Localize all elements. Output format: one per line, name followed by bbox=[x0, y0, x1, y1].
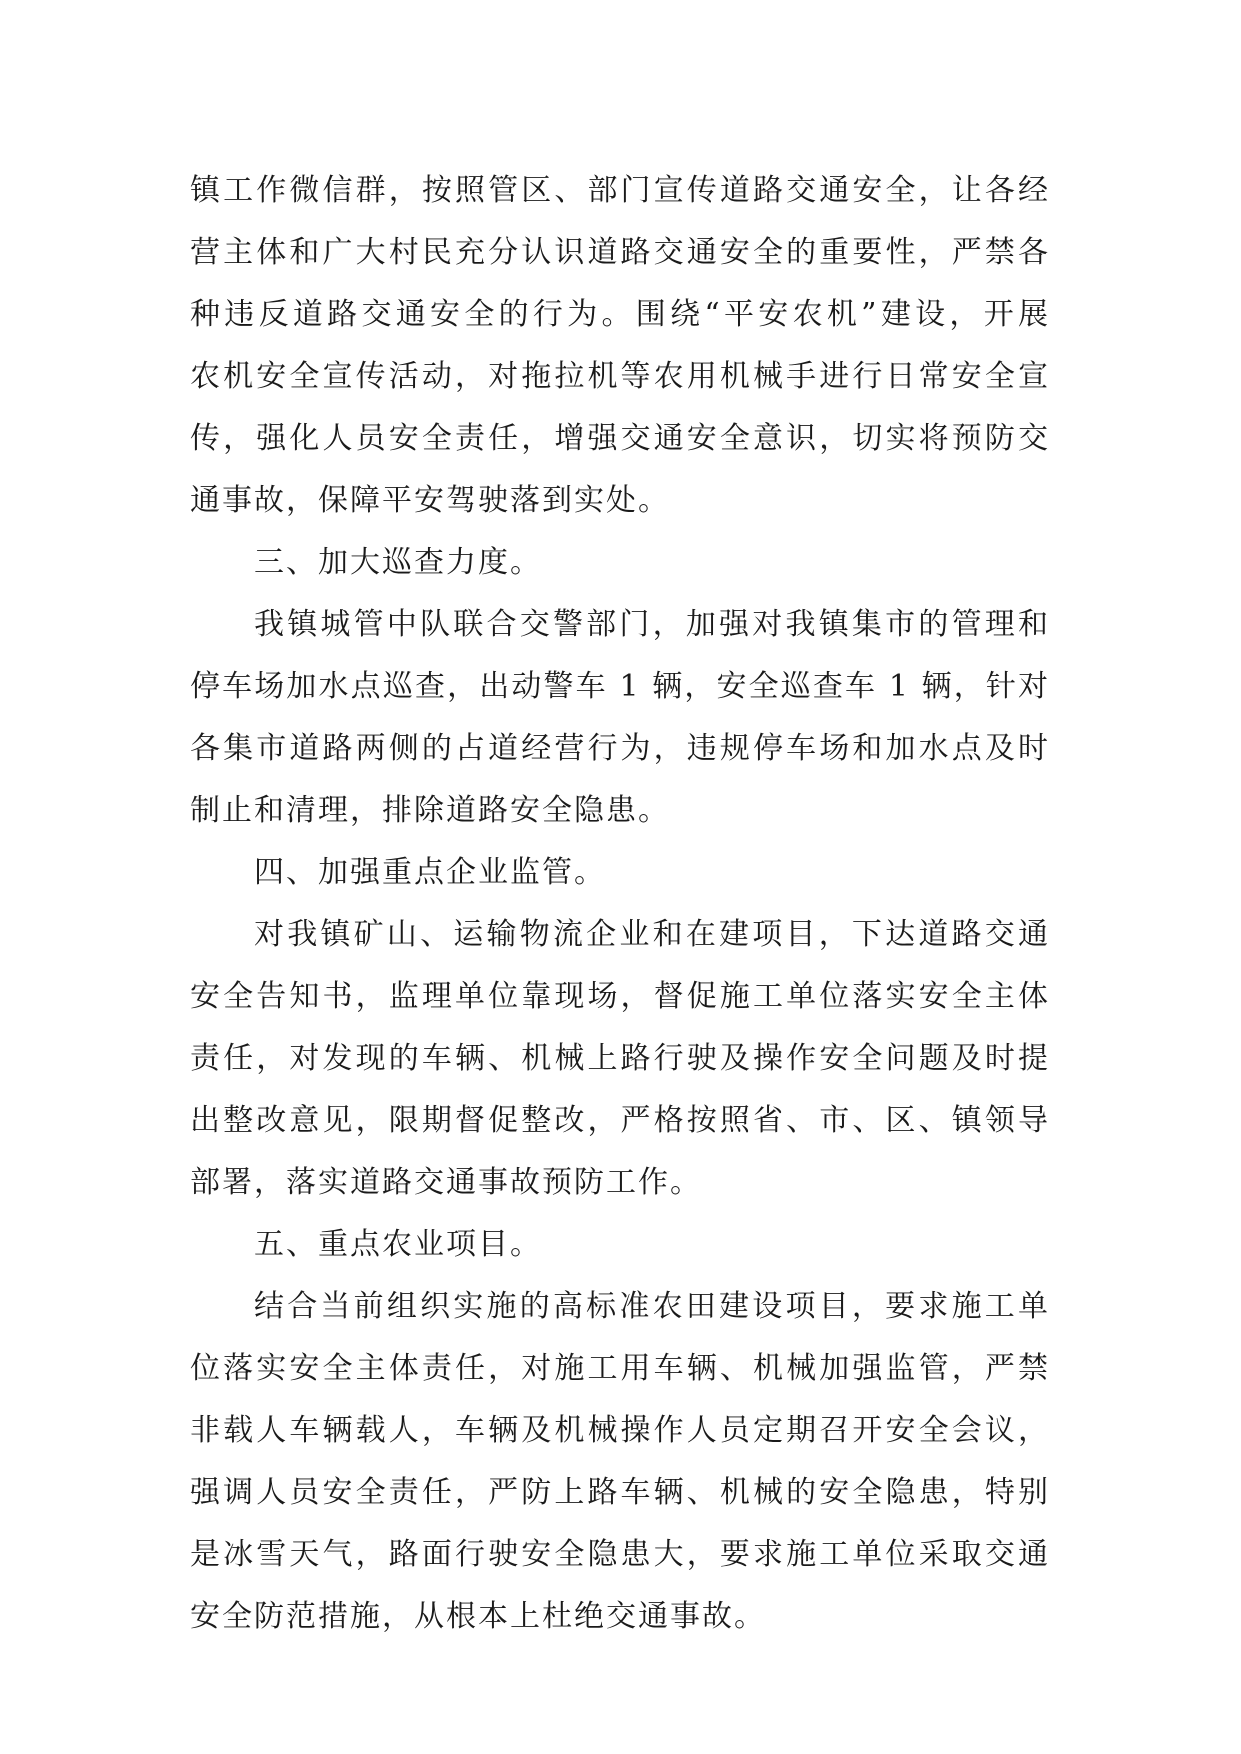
text-line: 对我镇矿山、运输物流企业和在建项目，下达道路交通 bbox=[254, 917, 1050, 952]
text-line: 停车场加水点巡查，出动警车 1 辆，安全巡查车 1 辆，针对 bbox=[190, 669, 1050, 704]
text-line: 非载人车辆载人，车辆及机械操作人员定期召开安全会议， bbox=[190, 1413, 1050, 1448]
text-line: 部署，落实道路交通事故预防工作。 bbox=[190, 1165, 702, 1200]
text-line: 制止和清理，排除道路安全隐患。 bbox=[190, 793, 670, 828]
text-line: 各集市道路两侧的占道经营行为，违规停车场和加水点及时 bbox=[190, 731, 1050, 766]
text-line: 强调人员安全责任，严防上路车辆、机械的安全隐患，特别 bbox=[190, 1475, 1050, 1510]
text-line: 通事故，保障平安驾驶落到实处。 bbox=[190, 483, 670, 518]
section-heading: 四、加强重点企业监管。 bbox=[254, 855, 606, 890]
text-line: 安全防范措施，从根本上杜绝交通事故。 bbox=[190, 1599, 766, 1634]
text-line: 结合当前组织实施的高标准农田建设项目，要求施工单 bbox=[254, 1289, 1050, 1324]
text-line: 镇工作微信群，按照管区、部门宣传道路交通安全，让各经 bbox=[190, 173, 1050, 208]
text-line: 种违反道路交通安全的行为。围绕“平安农机”建设，开展 bbox=[190, 297, 1050, 332]
text-line: 责任，对发现的车辆、机械上路行驶及操作安全问题及时提 bbox=[190, 1041, 1050, 1076]
document-page bbox=[190, 160, 1050, 1648]
text-line: 安全告知书，监理单位靠现场，督促施工单位落实安全主体 bbox=[190, 979, 1050, 1014]
text-line: 位落实安全主体责任，对施工用车辆、机械加强监管，严禁 bbox=[190, 1351, 1050, 1386]
text-line: 营主体和广大村民充分认识道路交通安全的重要性，严禁各 bbox=[190, 235, 1050, 270]
text-line: 农机安全宣传活动，对拖拉机等农用机械手进行日常安全宣 bbox=[190, 359, 1050, 394]
text-line: 我镇城管中队联合交警部门，加强对我镇集市的管理和 bbox=[254, 607, 1050, 642]
text-line: 是冰雪天气，路面行驶安全隐患大，要求施工单位采取交通 bbox=[190, 1537, 1050, 1572]
section-heading: 五、重点农业项目。 bbox=[254, 1227, 542, 1262]
text-line: 传，强化人员安全责任，增强交通安全意识，切实将预防交 bbox=[190, 421, 1050, 456]
section-heading: 三、加大巡查力度。 bbox=[254, 545, 542, 580]
text-line: 出整改意见，限期督促整改，严格按照省、市、区、镇领导 bbox=[190, 1103, 1050, 1138]
